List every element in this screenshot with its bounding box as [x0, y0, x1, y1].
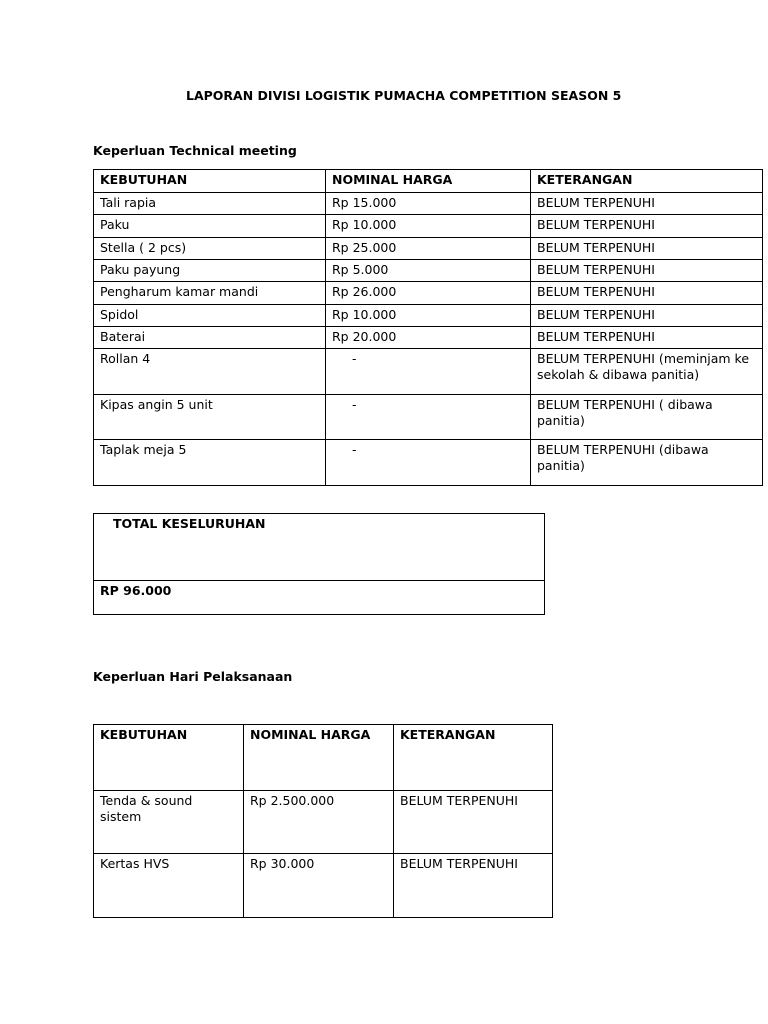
header-nominal-harga: NOMINAL HARGA [326, 170, 531, 193]
cell-price: Rp 15.000 [326, 193, 531, 215]
cell-item: Pengharum kamar mandi [94, 282, 326, 305]
cell-note: BELUM TERPENUHI (dibawa panitia) [531, 440, 763, 486]
cell-price: - [326, 440, 531, 486]
table-row [94, 305, 763, 327]
table-row [94, 193, 763, 215]
table-row [94, 791, 553, 854]
total-label-row [94, 514, 545, 581]
section1-heading: Keperluan Technical meeting [93, 143, 297, 158]
table-header-row [94, 170, 763, 193]
cell-price: Rp 10.000 [326, 305, 531, 327]
cell-note: BELUM TERPENUHI [531, 305, 763, 327]
execution-day-table [93, 724, 553, 918]
cell-item: Rollan 4 [94, 349, 326, 395]
cell-item: Stella ( 2 pcs) [94, 238, 326, 260]
cell-price: Rp 20.000 [326, 327, 531, 349]
cell-price: Rp 5.000 [326, 260, 531, 282]
cell-note: BELUM TERPENUHI [531, 282, 763, 305]
cell-note: BELUM TERPENUHI ( dibawa panitia) [531, 395, 763, 440]
header-kebutuhan: KEBUTUHAN [94, 725, 244, 791]
total-table [93, 513, 545, 615]
header-keterangan: KETERANGAN [531, 170, 763, 193]
table-row [94, 260, 763, 282]
technical-meeting-table [93, 169, 763, 486]
header-nominal-harga: NOMINAL HARGA [244, 725, 394, 791]
table-row [94, 349, 763, 395]
cell-price: Rp 2.500.000 [244, 791, 394, 854]
table-row [94, 215, 763, 238]
header-keterangan: KETERANGAN [394, 725, 553, 791]
cell-item: Paku payung [94, 260, 326, 282]
cell-item: Tali rapia [94, 193, 326, 215]
cell-note: BELUM TERPENUHI [531, 327, 763, 349]
table-row [94, 238, 763, 260]
table-row [94, 440, 763, 486]
table-row [94, 327, 763, 349]
cell-note: BELUM TERPENUHI [531, 238, 763, 260]
cell-price: Rp 10.000 [326, 215, 531, 238]
cell-price: Rp 25.000 [326, 238, 531, 260]
cell-item: Kertas HVS [94, 854, 244, 918]
total-label: TOTAL KESELURUHAN [94, 514, 545, 581]
cell-price: - [326, 395, 531, 440]
total-value-row [94, 581, 545, 615]
cell-note: BELUM TERPENUHI [531, 260, 763, 282]
cell-item: Spidol [94, 305, 326, 327]
cell-item: Kipas angin 5 unit [94, 395, 326, 440]
total-value: RP 96.000 [94, 581, 545, 615]
cell-price: Rp 26.000 [326, 282, 531, 305]
cell-note: BELUM TERPENUHI [531, 193, 763, 215]
cell-price: Rp 30.000 [244, 854, 394, 918]
cell-price: - [326, 349, 531, 395]
cell-note: BELUM TERPENUHI [531, 215, 763, 238]
section2-heading: Keperluan Hari Pelaksanaan [93, 669, 293, 684]
cell-item: Taplak meja 5 [94, 440, 326, 486]
header-kebutuhan: KEBUTUHAN [94, 170, 326, 193]
table-header-row [94, 725, 553, 791]
cell-item: Tenda & sound sistem [94, 791, 244, 854]
cell-note: BELUM TERPENUHI [394, 854, 553, 918]
table-row [94, 854, 553, 918]
cell-item: Baterai [94, 327, 326, 349]
table-row [94, 282, 763, 305]
cell-item: Paku [94, 215, 326, 238]
cell-note: BELUM TERPENUHI (meminjam ke sekolah & dibawa panitia) [531, 349, 763, 395]
document-title: LAPORAN DIVISI LOGISTIK PUMACHA COMPETITION SEASON 5 [186, 88, 622, 103]
cell-note: BELUM TERPENUHI [394, 791, 553, 854]
table-row [94, 395, 763, 440]
